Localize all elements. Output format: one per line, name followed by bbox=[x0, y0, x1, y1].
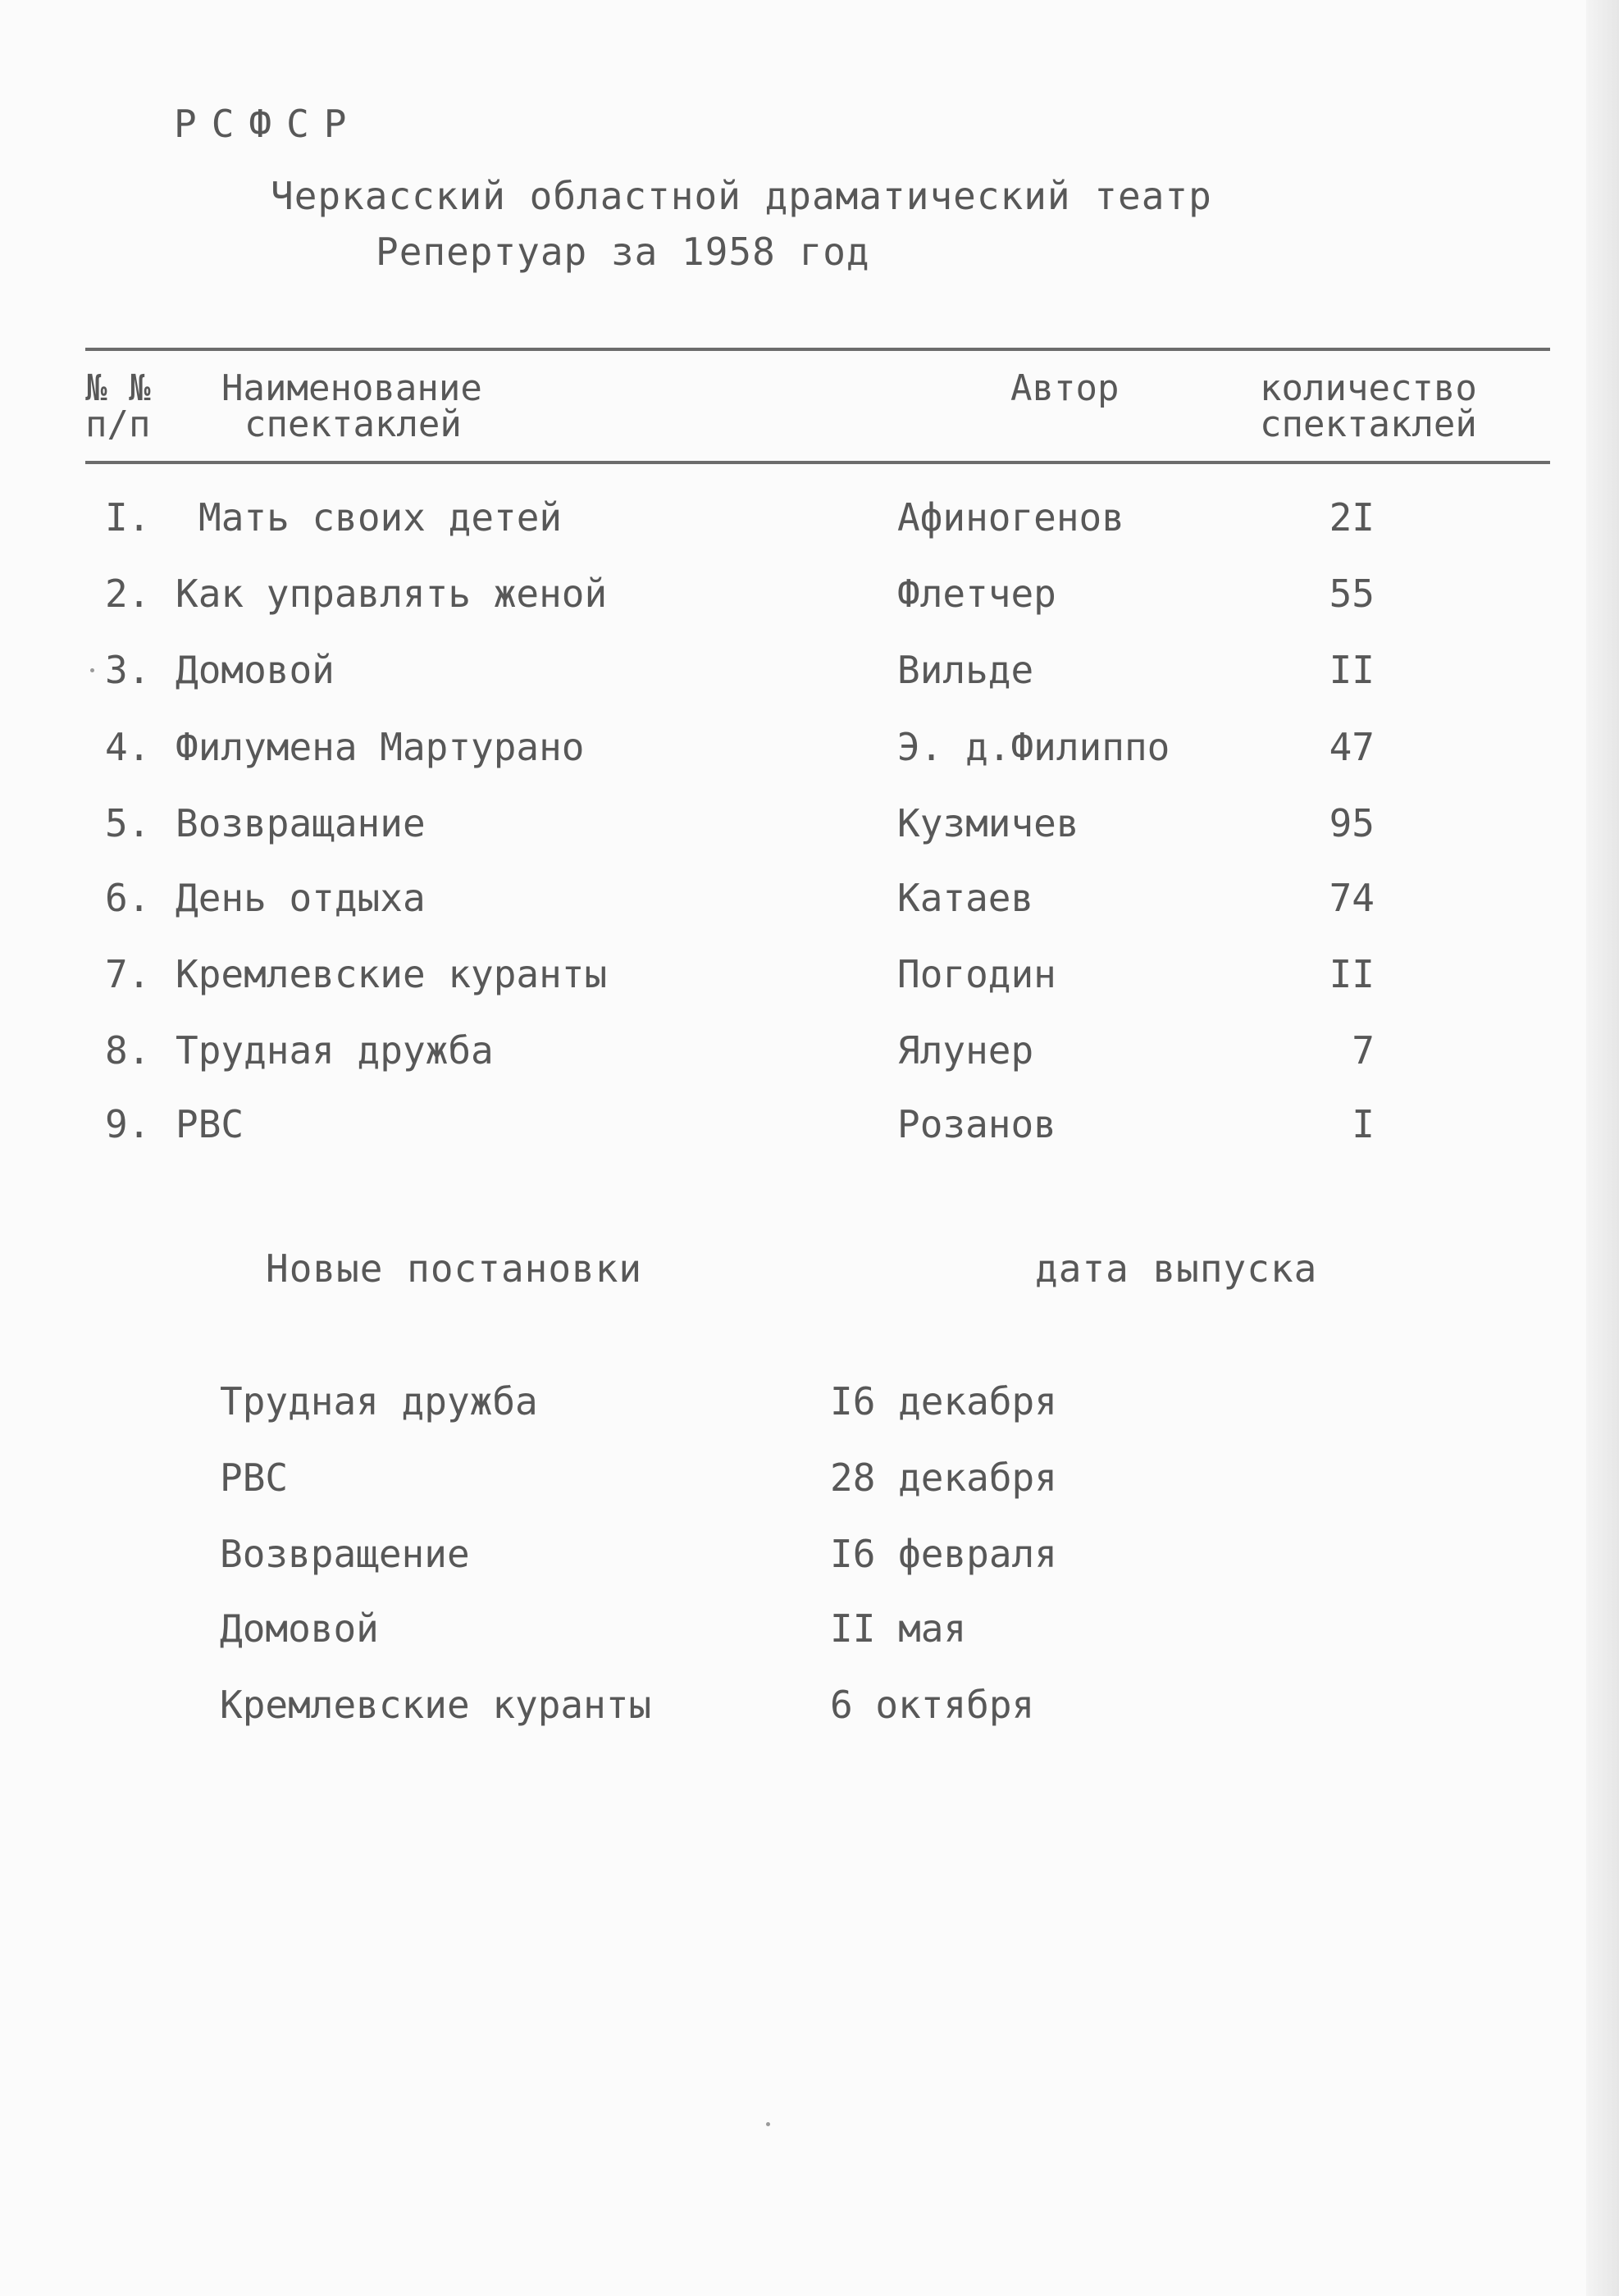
row-number: I. bbox=[105, 495, 151, 540]
republic-heading: РСФСР bbox=[174, 102, 362, 146]
play-author: Вильде bbox=[897, 648, 1034, 692]
play-author: Кузмичев bbox=[897, 801, 1079, 845]
play-title: Трудная дружба bbox=[176, 1028, 494, 1073]
row-number: 6. bbox=[105, 876, 151, 920]
play-title: Возвращание bbox=[176, 801, 426, 845]
performance-count: I bbox=[1352, 1102, 1375, 1146]
performance-count: II bbox=[1329, 952, 1375, 996]
performance-count: 2I bbox=[1329, 495, 1375, 540]
row-number: 4. bbox=[105, 725, 151, 769]
premiere-item bbox=[0, 1606, 1619, 1656]
play-author: Катаев bbox=[897, 876, 1034, 920]
table-row bbox=[0, 572, 1619, 621]
performance-count: 55 bbox=[1329, 572, 1375, 616]
row-number: 7. bbox=[105, 952, 151, 996]
col-header-number-line2: п/п bbox=[85, 403, 151, 445]
col-header-title-line1: Наименование bbox=[221, 367, 482, 409]
play-title: Мать своих детей bbox=[198, 495, 563, 540]
premiere-item bbox=[0, 1379, 1619, 1428]
repertoire-title: Репертуар за 1958 год bbox=[376, 230, 870, 274]
col-header-author: Автор bbox=[1010, 367, 1120, 409]
premiere-title: Кремлевские куранты bbox=[220, 1683, 652, 1727]
premiere-date: I6 февраля bbox=[830, 1532, 1057, 1576]
play-title: Филумена Мартурано bbox=[176, 725, 585, 769]
table-header-rule bbox=[85, 461, 1550, 464]
row-number: 3. bbox=[105, 648, 151, 692]
row-number: 9. bbox=[105, 1102, 151, 1146]
row-number: 2. bbox=[105, 572, 151, 616]
performance-count: 7 bbox=[1352, 1028, 1375, 1073]
col-header-count-line1: количество bbox=[1260, 367, 1477, 409]
play-author: Афиногенов bbox=[897, 495, 1124, 540]
premiere-title: Домовой bbox=[220, 1606, 379, 1651]
play-author: Ялунер bbox=[897, 1028, 1034, 1073]
premiere-title: Возвращение bbox=[220, 1532, 470, 1576]
row-number: 5. bbox=[105, 801, 151, 845]
premiere-title: Трудная дружба bbox=[220, 1379, 538, 1424]
play-title: Домовой bbox=[176, 648, 335, 692]
performance-count: 47 bbox=[1329, 725, 1375, 769]
premieres-title-header: Новые постановки bbox=[266, 1246, 643, 1291]
performance-count: 74 bbox=[1329, 876, 1375, 920]
play-author: Флетчер bbox=[897, 572, 1056, 616]
performance-count: 95 bbox=[1329, 801, 1375, 845]
table-row bbox=[0, 648, 1619, 697]
play-author: Э. д.Филиппо bbox=[897, 725, 1170, 769]
premiere-date: 6 октября bbox=[830, 1683, 1035, 1727]
premiere-item bbox=[0, 1456, 1619, 1505]
table-row bbox=[0, 725, 1619, 774]
table-row bbox=[0, 1102, 1619, 1151]
col-header-title-line2: спектаклей bbox=[244, 403, 462, 445]
play-author: Розанов bbox=[897, 1102, 1056, 1146]
col-header-count-line2: спектаклей bbox=[1260, 403, 1477, 445]
premieres-date-header: дата выпуска bbox=[1035, 1246, 1318, 1291]
play-author: Погодин bbox=[897, 952, 1056, 996]
table-row bbox=[0, 952, 1619, 1001]
premiere-date: 28 декабря bbox=[830, 1456, 1057, 1500]
play-title: Кремлевские куранты bbox=[176, 952, 608, 996]
row-number: 8. bbox=[105, 1028, 151, 1073]
play-title: День отдыха bbox=[176, 876, 426, 920]
scan-speck bbox=[766, 2122, 770, 2126]
table-row bbox=[0, 495, 1619, 544]
table-row bbox=[0, 1028, 1619, 1077]
table-row bbox=[0, 801, 1619, 850]
play-title: Как управлять женой bbox=[176, 572, 608, 616]
premiere-date: II мая bbox=[830, 1606, 967, 1651]
table-row bbox=[0, 876, 1619, 925]
premiere-item bbox=[0, 1683, 1619, 1732]
premiere-item bbox=[0, 1532, 1619, 1581]
play-title: РВС bbox=[176, 1102, 244, 1146]
theatre-title: Черкасский областной драматический театр bbox=[271, 174, 1212, 218]
table-top-rule bbox=[85, 348, 1550, 351]
premiere-date: I6 декабря bbox=[830, 1379, 1057, 1424]
performance-count: II bbox=[1329, 648, 1375, 692]
scan-speck bbox=[90, 668, 94, 672]
premiere-title: РВС bbox=[220, 1456, 289, 1500]
col-header-number-line1: № № bbox=[85, 367, 151, 409]
